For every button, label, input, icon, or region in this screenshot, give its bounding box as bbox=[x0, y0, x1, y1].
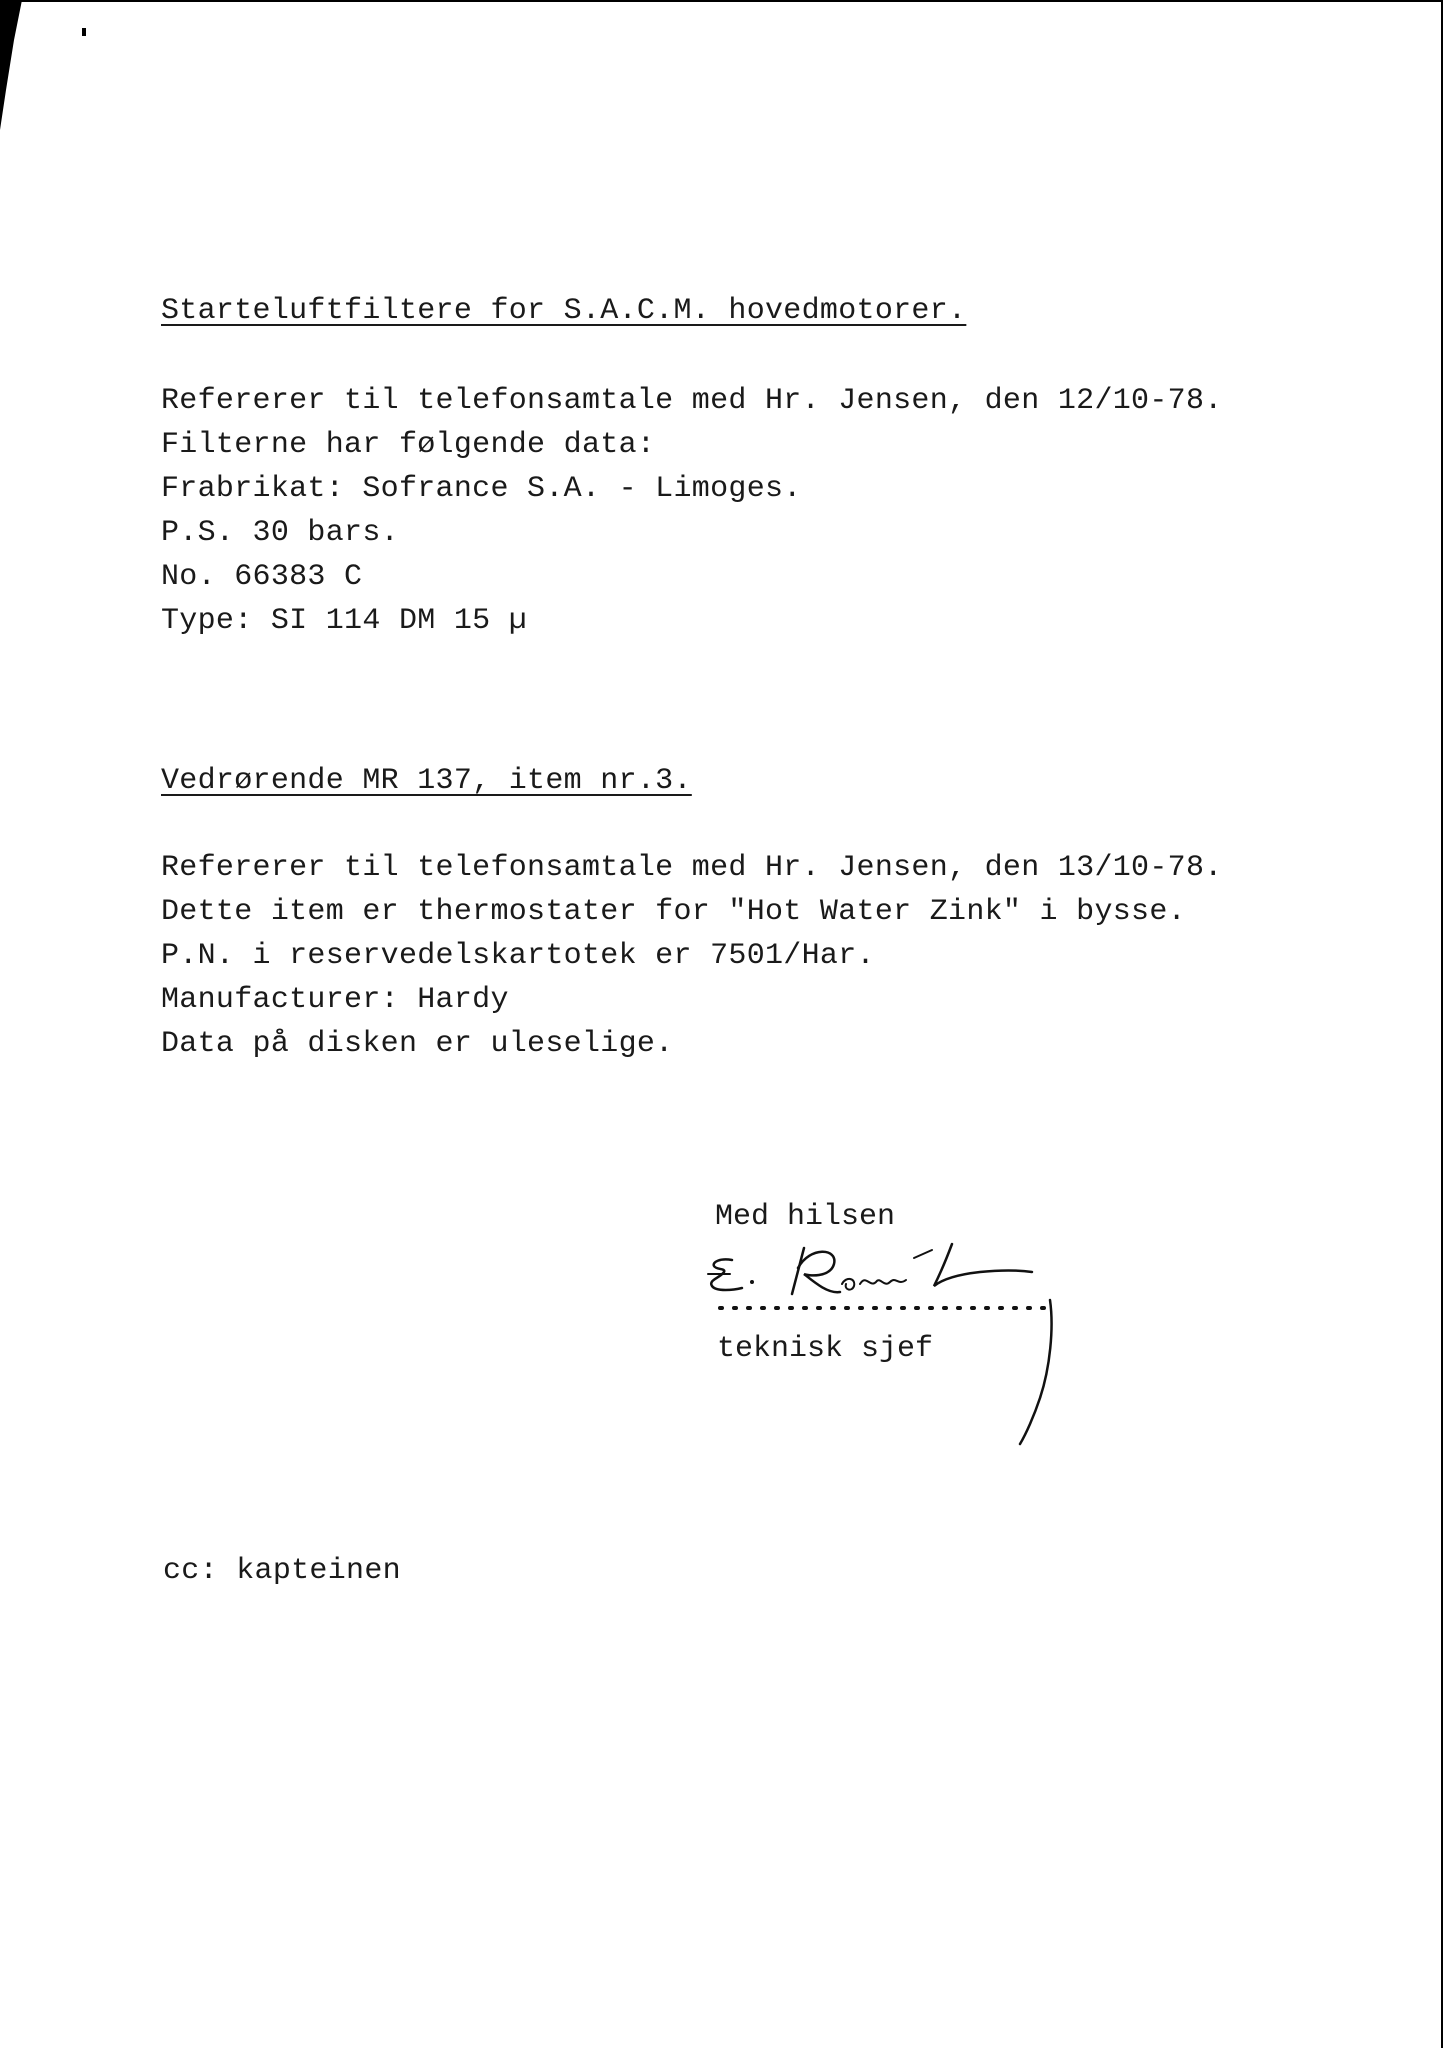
heading-starteluftfiltere: Starteluftfiltere for S.A.C.M. hovedmotorer. bbox=[161, 294, 967, 328]
section1-line: Frabrikat: Sofrance S.A. - Limoges. bbox=[161, 472, 802, 506]
section1-line: P.S. 30 bars. bbox=[161, 516, 399, 550]
section1-line: No. 66383 C bbox=[161, 560, 363, 594]
section2-line: Manufacturer: Hardy bbox=[161, 983, 509, 1017]
section2-line: Refererer til telefonsamtale med Hr. Jensen, den 13/10-78. bbox=[161, 851, 1223, 885]
section1-line: Refererer til telefonsamtale med Hr. Jensen, den 12/10-78. bbox=[161, 384, 1223, 418]
scan-mark bbox=[82, 28, 86, 36]
section2-line: P.N. i reservedelskartotek er 7501/Har. bbox=[161, 939, 875, 973]
scan-shadow-edge bbox=[0, 0, 40, 140]
closing-greeting: Med hilsen bbox=[715, 1200, 896, 1234]
section1-line: Type: SI 114 DM 15 µ bbox=[161, 604, 528, 638]
section2-line: Dette item er thermostater for "Hot Water Zink" i bysse. bbox=[161, 895, 1186, 929]
heading-vedrorende: Vedrørende MR 137, item nr.3. bbox=[161, 764, 692, 798]
section2-line: Data på disken er uleselige. bbox=[161, 1027, 674, 1061]
section1-line: Filterne har følgende data: bbox=[161, 428, 656, 462]
cc-line: cc: kapteinen bbox=[163, 1554, 401, 1588]
closing-title: teknisk sjef bbox=[717, 1332, 934, 1366]
